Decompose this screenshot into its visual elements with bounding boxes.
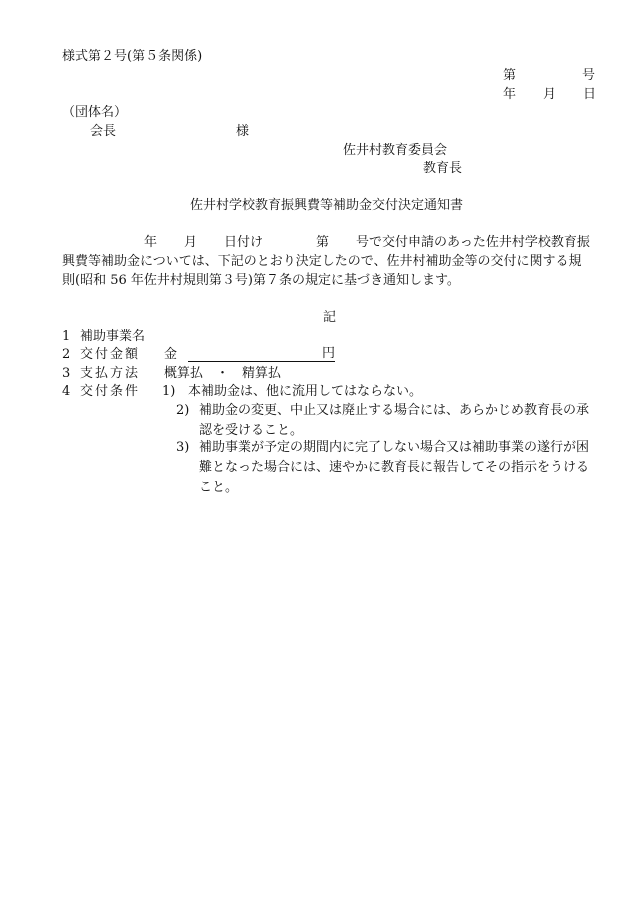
condition-1-text: 本補助金は、他に流用してはならない。 [188, 384, 423, 399]
body-line3: 則(昭和 56 年佐井村規則第３号)第７条の規定に基づき通知します。 [62, 273, 460, 288]
item-1-label: 補助事業名 [80, 329, 146, 344]
item-3-label: 支払方法 [80, 366, 141, 381]
form-number: 様式第２号(第５条関係) [62, 49, 203, 64]
date-month: 月 [543, 87, 557, 102]
sender-org: 佐井村教育委員会 [343, 143, 448, 158]
date-year: 年 [503, 87, 517, 102]
doc-number-prefix: 第 [503, 68, 517, 83]
body-month: 月 [184, 235, 198, 250]
document-title: 佐井村学校教育振興費等補助金交付決定通知書 [190, 198, 464, 213]
body-no-prefix: 第 [316, 235, 330, 250]
body-line2: 興費等補助金については、下記のとおり決定したので、佐井村補助金等の交付に関する規 [62, 254, 582, 269]
recipient-org: （団体名） [62, 105, 128, 120]
body-date-label: 日付け [224, 235, 264, 250]
item-2-prefix: 金 [164, 347, 178, 362]
ki-heading: 記 [323, 310, 337, 325]
item-4-label: 交付条件 [80, 384, 141, 399]
item-3-number: 3 [62, 366, 71, 381]
condition-2-text: 補助金の変更、中止又は廃止する場合には、あらかじめ教育長の承認を受けること。 [199, 403, 590, 438]
condition-1-number: 1) [162, 384, 176, 399]
condition-3-text: 補助事業が予定の期間内に完了しない場合又は補助事業の遂行が困難となった場合には、速やかに教育長に報告してその指示をうけること。 [199, 440, 590, 495]
recipient-honorific: 様 [236, 124, 250, 139]
doc-number-suffix: 号 [582, 68, 596, 83]
item-2-unit: 円 [322, 346, 336, 361]
body-year: 年 [144, 235, 158, 250]
condition-2-number: 2) [176, 403, 190, 418]
amount-blank-line [188, 346, 322, 362]
condition-3-number: 3) [176, 440, 190, 455]
item-2-number: 2 [62, 347, 71, 362]
sender-title: 教育長 [423, 161, 463, 176]
recipient-title: 会長 [90, 124, 117, 139]
item-1-number: 1 [62, 329, 71, 344]
date-day: 日 [583, 87, 597, 102]
body-line1-rest: 号で交付申請のあった佐井村学校教育振 [356, 235, 590, 250]
item-3-value: 概算払 ・ 精算払 [164, 366, 282, 381]
item-2-label: 交付金額 [80, 347, 141, 362]
item-4-number: 4 [62, 384, 71, 399]
